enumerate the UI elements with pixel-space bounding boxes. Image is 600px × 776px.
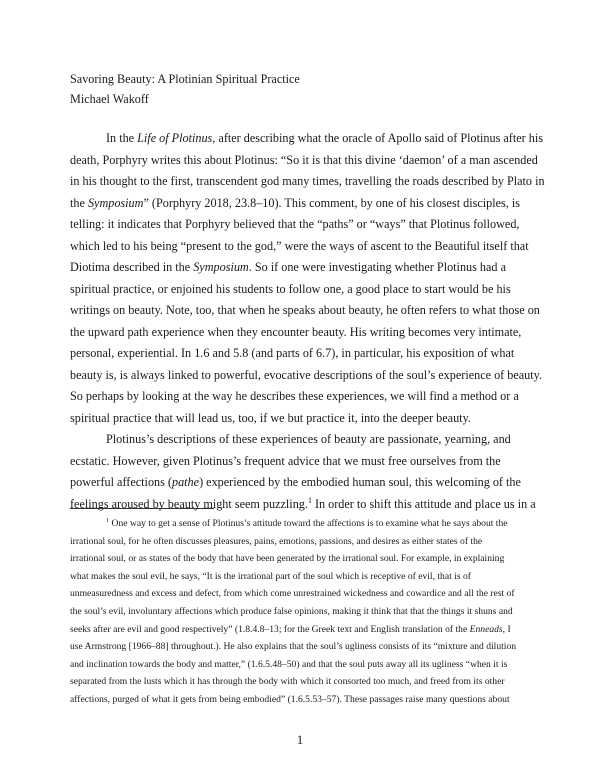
text-line: telling: it indicates that Porphyry believed that the “paths” or “ways” that Plotinus followed,	[70, 217, 520, 231]
text-line: the upward path experience when they encounter beauty. His writing becomes very intimate,	[70, 324, 522, 339]
text-line: spiritual practice that will lead us, too, if we but practice it, into the deeper beauty.	[70, 410, 471, 425]
footnote-1	[70, 515, 532, 709]
footnote-line: the soul’s evil, involuntary affections which produce false opinions, making it think that that the things it shuns and	[70, 605, 513, 617]
text-line: which led to his being “present to the god,” were the ways of ascent to the Beautiful itself that	[70, 238, 529, 253]
footnote-line: irrational soul, for he often discusses pleasures, pains, emotions, passions, and desires as either states of the	[70, 535, 483, 547]
footnote-separator	[70, 508, 214, 509]
text-line: ecstatic. However, given Plotinus’s frequent advice that we must free ourselves from the	[70, 453, 501, 468]
text-line: beauty is, is always linked to powerful, evocative descriptions of the soul’s experience of beauty.	[70, 367, 543, 382]
text-line: So perhaps by looking at the way he describes these experiences, we will find a method or a	[70, 389, 519, 403]
text-line: Plotinus’s descriptions of these experiences of beauty are passionate, yearning, and	[106, 432, 511, 446]
paper-title: Savoring Beauty: A Plotinian Spiritual Practice	[70, 72, 300, 86]
text-line: powerful affections (pathe) experienced by the embodied human soul, this welcoming of the	[70, 475, 521, 489]
footnote-line: what makes the soul evil, he says, “It is the irrational part of the soul which is receptive of evil, that is of	[70, 570, 471, 582]
text-line: In the Life of Plotinus, after describing what the oracle of Apollo said of Plotinus after his	[106, 131, 543, 145]
text-line: in his thought to the first, transcendent god many times, travelling the roads described by Plato in	[70, 174, 545, 188]
main-text	[70, 128, 545, 515]
text-line: spiritual practice, or enjoined his students to follow one, a good place to start would be his	[70, 281, 511, 296]
text-line: death, Porphyry writes this about Plotinus: “So it is that this divine ‘daemon’ of a man ascended	[70, 152, 538, 167]
text-line: feelings aroused by beauty might seem puzzling.$^1$ In order to shift this attitude and place us in a	[70, 495, 536, 511]
text-line: the Symposium” (Porphyry 2018, 23.8–10). This comment, by one of his closest disciples, is	[70, 195, 521, 210]
footnote-line: unmeasuredness and excess and defect, from which come unrestrained wickedness and cowardice and all the rest of	[70, 588, 515, 600]
footnote-line: affections, purged of what it gets from being embodied” (1.6.5.53–57). These passages raise many questions about	[70, 693, 510, 705]
footnote-line: use Armstrong [1966–88] throughout.). He also explains that the soul’s ugliness consists of its “mixture and dilution	[70, 641, 517, 653]
footnote-line: separated from the lusts which it has through the body with which it consorted too much, and freed from its other	[70, 676, 505, 688]
paper-header	[70, 69, 300, 109]
footnote-line: seeks after are evil and good respectively” (1.8.4.8–13; for the Greek text and English translation of the Enneads, I	[70, 623, 511, 635]
page-number: 1	[296, 733, 304, 747]
footnote-line: $^1$ One way to get a sense of Plotinus’s attitude toward the affections is to examine what he says about the	[106, 516, 508, 529]
footnote-line: and inclination towards the body and matter,” (1.6.5.48–50) and that the soul puts away all its ugliness “when it is	[70, 658, 508, 670]
text-line: personal, experiential. In 1.6 and 5.8 (and parts of 6.7), in particular, his exposition of what	[70, 346, 515, 360]
paragraph-2	[70, 429, 536, 515]
text-line: Diotima described in the Symposium. So if one were investigating whether Plotinus had a	[70, 260, 506, 274]
paragraph-1	[70, 128, 545, 429]
footnote-line: irrational soul, or as states of the body that have been generated by the irrational soul. For example, in explaining	[70, 553, 505, 565]
text-line: writings on beauty. Note, too, that when he speaks about beauty, he often refers to what those on	[70, 303, 540, 317]
paper-author: Michael Wakoff	[70, 92, 149, 106]
